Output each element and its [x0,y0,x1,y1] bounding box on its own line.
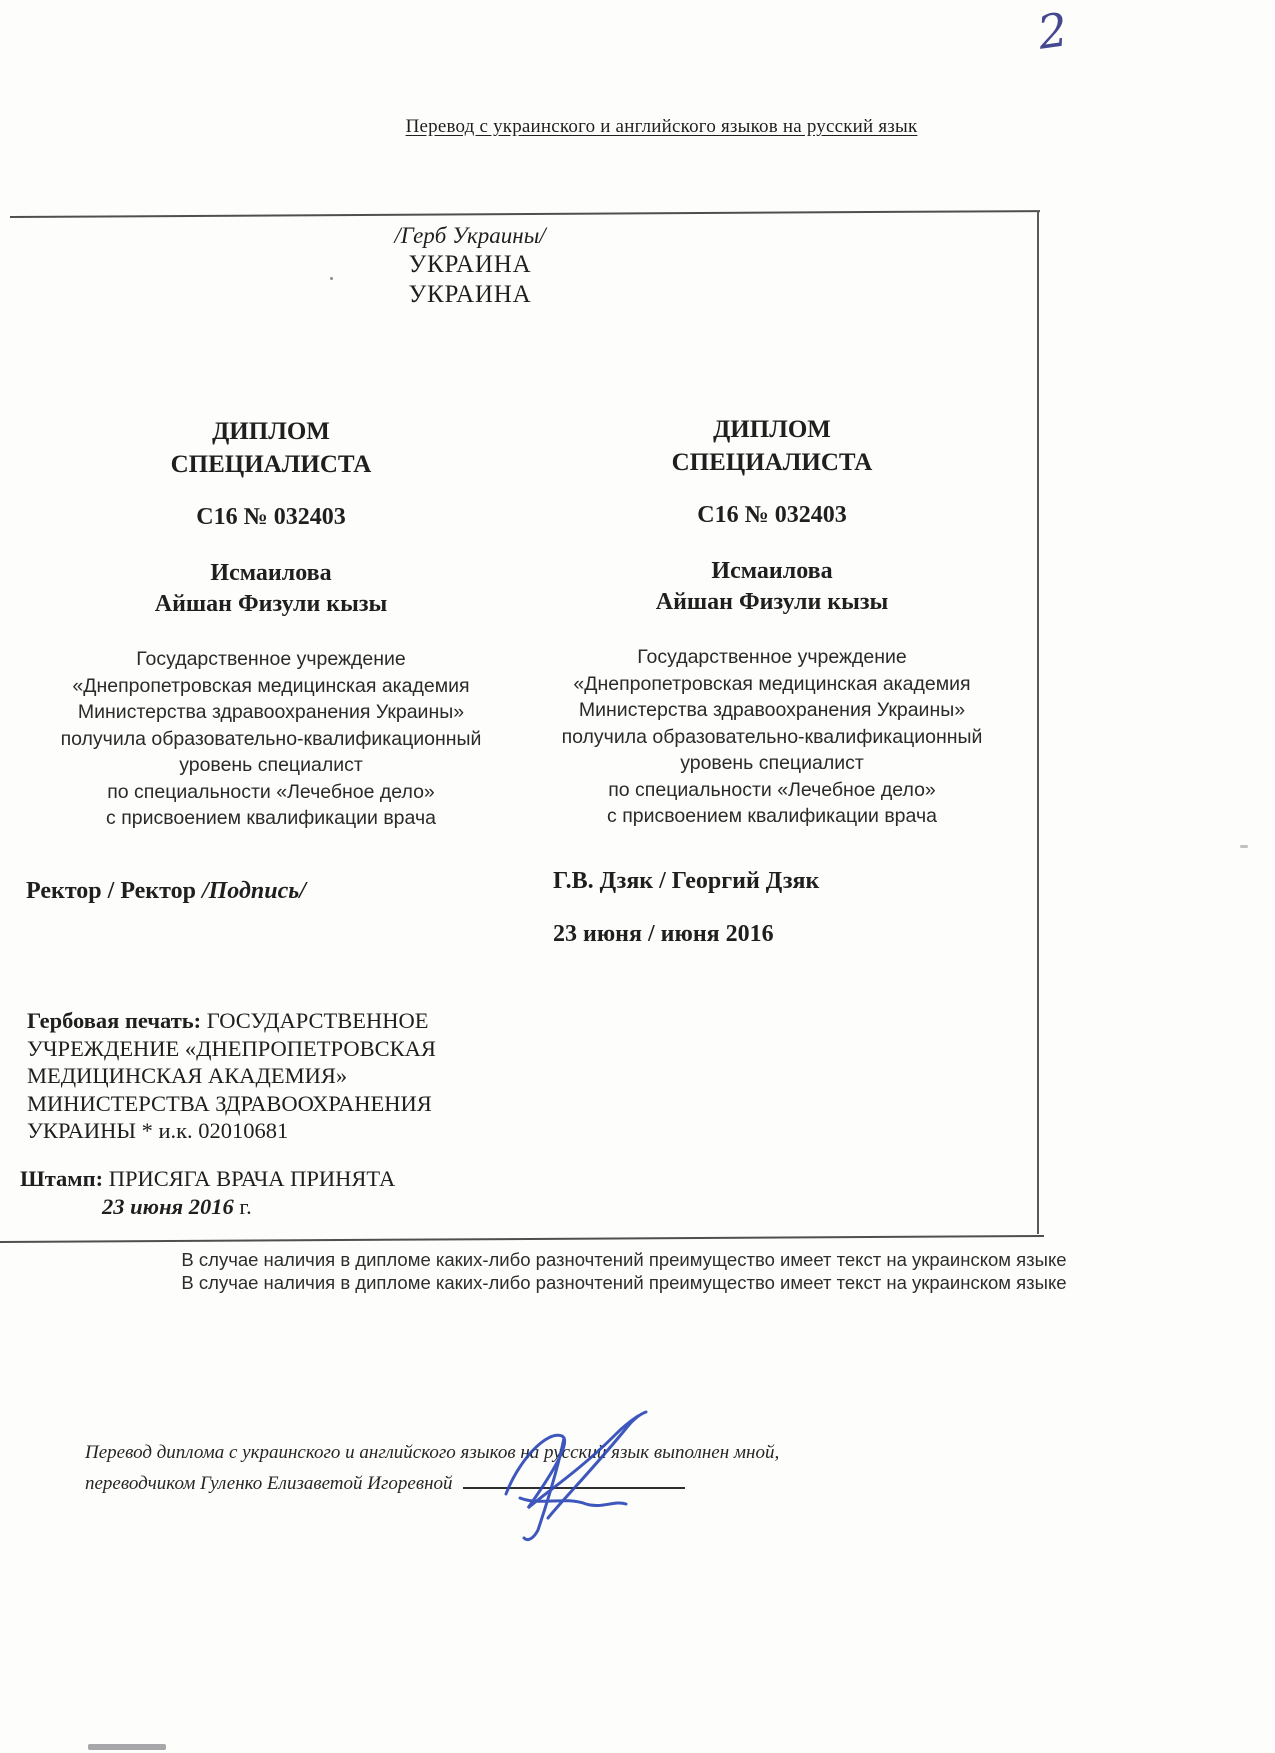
stamp-date-line [20,1193,395,1221]
stamp-label: Штамп: [20,1166,104,1191]
diploma-body-text [533,644,1011,830]
diploma-title-line: ДИПЛОМ [212,418,330,445]
seal-line [27,1007,487,1035]
diploma-title-line: СПЕЦИАЛИСТА [170,451,372,478]
translator-name-text: переводчиком Гуленко Елизаветой Игоревной [85,1473,453,1494]
graduate-given-names: Айшан Физули кызы [154,591,388,617]
rector-signature-line [26,878,306,905]
rector-name-line: Г.В. Дзяк / Георгий Дзяк [553,868,820,894]
diploma-body-line: Министерства здравоохранения Украины» [578,699,966,721]
diploma-body-line: получила образовательно-квалификационный [561,725,983,748]
translator-handwritten-signature [468,1396,698,1546]
diploma-title-line: СПЕЦИАЛИСТА [671,449,873,476]
translator-note-line: Перевод диплома с украинского и английского языков на русский язык выполнен мной, [85,1442,780,1463]
diploma-title [32,415,510,481]
diploma-title [533,413,1011,479]
scan-artifact [330,277,333,280]
scan-artifact [1240,845,1248,848]
language-precedence-disclaimer [0,1248,1248,1294]
graduate-surname: Исмаилова [210,560,332,586]
stamp-date: 23 июня 2016 [102,1194,234,1219]
seal-line: МЕДИЦИНСКАЯ АКАДЕМИЯ» [27,1063,348,1088]
country-name-line: УКРАИНА [408,251,532,278]
diploma-body-line: с присвоением квалификации врача [106,807,436,829]
diploma-title-line: ДИПЛОМ [713,416,831,443]
issue-date-line: 23 июня / июня 2016 [553,921,774,947]
graduate-name [32,558,510,620]
seal-line: УКРАИНЫ * и.к. 02010681 [27,1118,289,1143]
diploma-column-left [32,415,510,832]
emblem-translator-note: /Герб Украины/ [394,223,546,248]
diploma-serial-number: С16 № 032403 [196,504,346,530]
diploma-body-line: уровень специалист [179,754,363,776]
handwritten-page-number: 2 [1034,2,1071,60]
diploma-body-line: уровень специалист [680,752,864,774]
diploma-body-text [32,646,510,832]
box-border-bottom [0,1235,1044,1243]
diploma-serial-number: С16 № 032403 [697,502,847,528]
translation-direction-heading [0,116,1275,138]
seal-text: ГОСУДАРСТВЕННОЕ [206,1008,429,1033]
diploma-body-line: с присвоением квалификации врача [607,805,937,827]
signature-placeholder-note: /Подпись/ [201,878,306,904]
official-seal-description [27,1007,487,1145]
rector-label: Ректор / Ректор [26,878,196,904]
graduate-given-names: Айшан Физули кызы [655,589,889,615]
diploma-body-line: по специальности «Лечебное дело» [608,778,936,801]
diploma-body-line: по специальности «Лечебное дело» [107,780,435,803]
disclaimer-line: В случае наличия в дипломе каких-либо разночтений преимущество имеет текст на украинском языке [181,1249,1067,1270]
seal-label: Гербовая печать: [27,1008,202,1033]
diploma-body-line: Государственное учреждение [637,646,907,668]
graduate-surname: Исмаилова [711,558,833,584]
box-border-right [1037,211,1039,1234]
scan-artifact [88,1744,166,1750]
diploma-body-line: Министерства здравоохранения Украины» [77,701,465,723]
stamp-description [20,1165,395,1221]
disclaimer-line: В случае наличия в дипломе каких-либо разночтений преимущество имеет текст на украинском языке [181,1272,1067,1293]
diploma-body-line: «Днепропетровская медицинская академия [72,674,470,697]
country-name-line: УКРАИНА [408,281,532,308]
diploma-column-right [533,413,1011,830]
seal-line: УЧРЕЖДЕНИЕ «ДНЕПРОПЕТРОВСКАЯ [27,1035,436,1061]
seal-line: МИНИСТЕРСТВА ЗДРАВООХРАНЕНИЯ [27,1090,432,1116]
stamp-date-suffix: г. [239,1194,252,1219]
emblem-block [0,222,940,310]
stamp-line [20,1165,395,1193]
diploma-body-line: получила образовательно-квалификационный [60,727,482,750]
diploma-body-line: Государственное учреждение [136,648,406,670]
translation-direction-text: Перевод с украинского и английского языков на русский язык [405,116,918,137]
graduate-name [533,556,1011,618]
stamp-text: ПРИСЯГА ВРАЧА ПРИНЯТА [108,1166,396,1191]
diploma-body-line: «Днепропетровская медицинская академия [573,672,971,695]
box-border-top [10,210,1040,218]
